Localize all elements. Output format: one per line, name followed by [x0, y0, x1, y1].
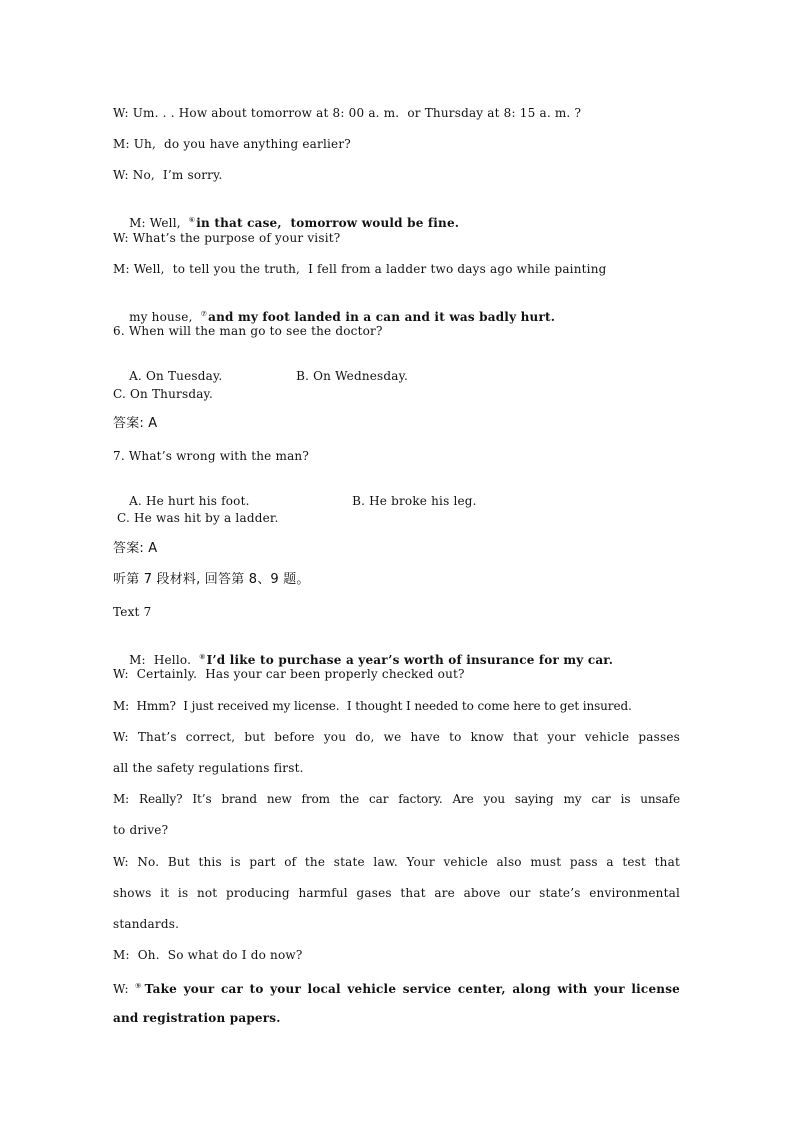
answer-7: 答案: A	[113, 541, 158, 556]
question-7: 7. What’s wrong with the man?	[113, 449, 309, 463]
dialogue-line: M: Well, to tell you the truth, I fell from a ladder two days ago while painting	[113, 262, 607, 276]
option-c: C. He was hit by a ladder.	[113, 511, 279, 525]
dialogue-line	[113, 979, 680, 996]
note-marker: ⑥	[188, 216, 196, 224]
dialogue-line: W: No. But this is part of the state law. Your vehicle also must pass a test that	[113, 855, 680, 869]
speaker-text: M: Hello.	[129, 653, 200, 667]
question-6: 6. When will the man go to see the doctor?	[113, 324, 383, 338]
key-sentence: in that case, tomorrow would be fine.	[196, 216, 460, 230]
answer-6: 答案: A	[113, 416, 158, 431]
dialogue-line: W: That’s correct, but before you do, we have to know that your vehicle passes	[113, 730, 680, 744]
dialogue-line: W: Um. . . How about tomorrow at 8: 00 a. m. or Thursday at 8: 15 a. m. ?	[113, 106, 582, 120]
text-heading: Text 7	[113, 605, 152, 619]
dialogue-line: to drive?	[113, 823, 169, 837]
option-b: B. On Wednesday.	[296, 369, 409, 383]
key-sentence: Take your car to your local vehicle service center, along with your license	[144, 982, 680, 996]
dialogue-line: W: What’s the purpose of your visit?	[113, 231, 341, 245]
speaker-text: M: Well,	[129, 216, 189, 230]
key-sentence: I’d like to purchase a year’s worth of insurance for my car.	[206, 653, 614, 667]
option-a: A. He hurt his foot.	[129, 494, 250, 508]
option-c: C. On Thursday.	[113, 387, 213, 401]
dialogue-line: M: Oh. So what do I do now?	[113, 948, 303, 962]
option-b: B. He broke his leg.	[352, 494, 477, 508]
dialogue-line: shows it is not producing harmful gases that are above our state’s environmental	[113, 886, 680, 900]
dialogue-line: M: Uh, do you have anything earlier?	[113, 137, 351, 151]
dialogue-line: M: Hmm? I just received my license. I thought I needed to come here to get insured.	[113, 699, 632, 713]
option-a: A. On Tuesday.	[129, 369, 223, 383]
dialogue-line: M: Really? It’s brand new from the car factory. Are you saying my car is unsafe	[113, 792, 680, 806]
key-sentence: and registration papers.	[113, 1011, 281, 1025]
note-marker: ⑧	[199, 653, 206, 661]
speaker-text: W:	[113, 982, 135, 996]
note-marker: ⑦	[200, 310, 208, 318]
section-intro: 听第 7 段材料, 回答第 8、9 题。	[113, 572, 310, 587]
key-sentence: and my foot landed in a can and it was badly hurt.	[208, 310, 556, 324]
speaker-text: my house,	[129, 310, 201, 324]
dialogue-line: standards.	[113, 917, 180, 931]
dialogue-line: W: Certainly. Has your car been properly checked out?	[113, 667, 465, 681]
note-marker: ⑨	[134, 982, 144, 990]
dialogue-line: W: No, I’m sorry.	[113, 168, 223, 182]
dialogue-line: all the safety regulations first.	[113, 761, 304, 775]
